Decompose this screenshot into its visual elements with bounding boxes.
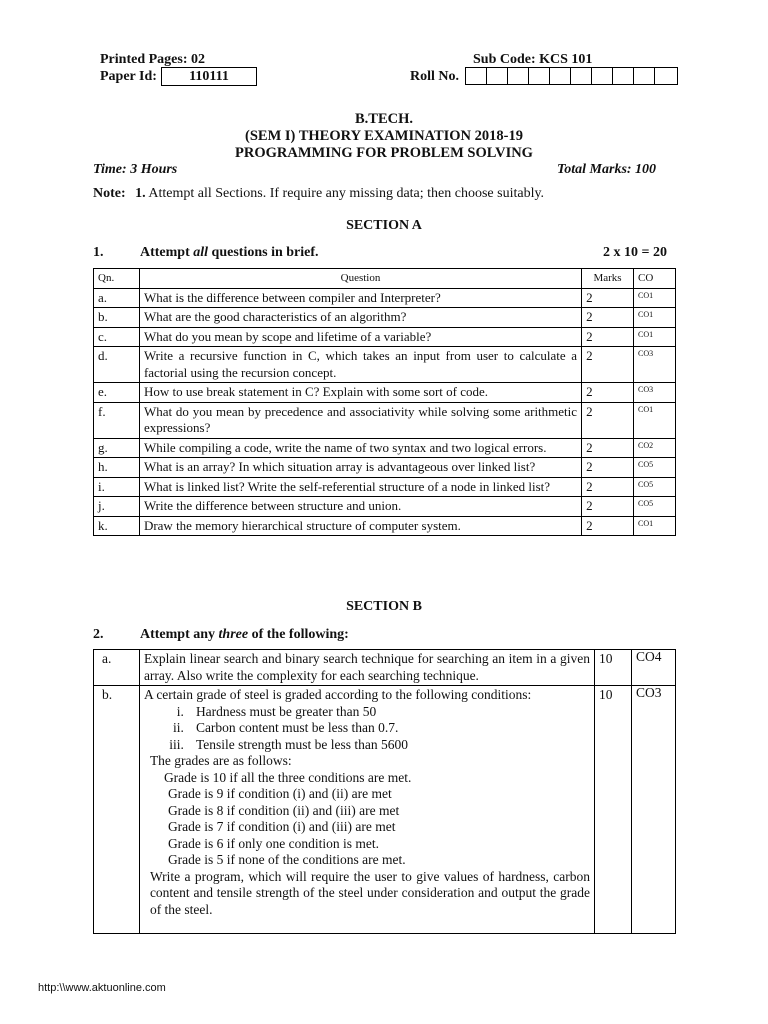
- title-line-1: B.TECH.: [354, 111, 413, 127]
- table-row: [94, 347, 676, 383]
- row-co: CO5: [634, 458, 676, 478]
- row-question: What is the difference between compiler and Interpreter?: [139, 288, 581, 308]
- row-question: Write the difference between structure and union.: [139, 497, 581, 517]
- row-co: CO1: [634, 402, 676, 438]
- row-co: CO3: [634, 347, 676, 383]
- row-question: What is linked list? Write the self-referential structure of a node in linked list?: [139, 477, 581, 497]
- table-row: [94, 438, 676, 458]
- row-marks: 2: [582, 383, 634, 403]
- row-co: CO5: [634, 477, 676, 497]
- section-b-title: SECTION B: [346, 599, 422, 614]
- row-qn: j.: [94, 497, 140, 517]
- row-question: [139, 686, 594, 934]
- row-qn: h.: [94, 458, 140, 478]
- row-co: CO1: [634, 308, 676, 328]
- section-b-table: [93, 649, 676, 934]
- col-header-qn: Qn.: [94, 269, 140, 289]
- row-question: What do you mean by precedence and associativity while solving some arithmetic expressions?: [139, 402, 581, 438]
- table-row: [94, 458, 676, 478]
- q1-number: 1.: [93, 245, 104, 260]
- table-row: [94, 327, 676, 347]
- col-header-question: Question: [139, 269, 581, 289]
- table-row: [94, 308, 676, 328]
- grade-line: Grade is 10 if all the three conditions are met.: [163, 769, 412, 785]
- row-question: How to use break statement in C? Explain with some sort of code.: [139, 383, 581, 403]
- grade-line: Grade is 8 if condition (ii) and (iii) are met: [167, 802, 400, 818]
- note-number: 1.: [135, 186, 146, 201]
- row-qn: k.: [94, 516, 140, 536]
- row-marks: 2: [582, 308, 634, 328]
- table-row: [94, 477, 676, 497]
- footer-url[interactable]: http:\\www.aktuonline.com: [38, 982, 166, 994]
- paper-id-label: Paper Id:: [100, 69, 157, 84]
- row-co: CO4: [632, 650, 676, 686]
- steel-intro: A certain grade of steel is graded according to the following conditions:: [143, 687, 532, 702]
- list-item: ii. Carbon content must be less than 0.7.: [173, 720, 399, 735]
- col-header-marks: Marks: [582, 269, 634, 289]
- row-qn: a.: [94, 288, 140, 308]
- row-marks: 2: [582, 458, 634, 478]
- row-question: What is an array? In which situation array is advantageous over linked list?: [139, 458, 581, 478]
- table-header-row: [94, 269, 676, 289]
- note-text: Attempt all Sections. If require any missing data; then choose suitably.: [148, 186, 545, 201]
- total-marks: Total Marks: 100: [557, 162, 657, 177]
- row-qn: a.: [94, 650, 140, 686]
- row-question: While compiling a code, write the name of two syntax and two logical errors.: [139, 438, 581, 458]
- row-question: Draw the memory hierarchical structure of computer system.: [139, 516, 581, 536]
- row-qn: b.: [94, 686, 140, 934]
- steel-closing: Write a program, which will require the user to give values of hardness, carbon content and tensile strength of the steel under consideration and output the grade of the steel.: [149, 868, 591, 917]
- row-co: CO2: [634, 438, 676, 458]
- list-item: i. Hardness must be greater than 50: [176, 703, 377, 719]
- row-marks: 2: [582, 516, 634, 536]
- row-question: Explain linear search and binary search technique for searching an item in a given array. Also write the complexity for each searching technique.: [139, 650, 594, 686]
- row-marks: 2: [582, 402, 634, 438]
- printed-pages: Printed Pages: 02: [100, 52, 205, 67]
- col-header-co: CO: [634, 269, 676, 289]
- row-co: CO5: [634, 497, 676, 517]
- table-row: [94, 497, 676, 517]
- time: Time: 3 Hours: [93, 162, 178, 177]
- row-co: CO3: [634, 383, 676, 403]
- row-co: CO1: [634, 516, 676, 536]
- roll-no-boxes[interactable]: [465, 67, 678, 85]
- grade-line: Grade is 6 if only one condition is met.: [167, 835, 380, 851]
- row-qn: f.: [94, 402, 140, 438]
- table-row: [94, 516, 676, 536]
- roll-no-label: Roll No.: [410, 69, 459, 84]
- section-a-title: SECTION A: [346, 218, 422, 233]
- list-item: iii. Tensile strength must be less than 5600: [169, 736, 408, 752]
- row-marks: 2: [582, 327, 634, 347]
- row-marks: 2: [582, 438, 634, 458]
- table-row: [94, 288, 676, 308]
- title-line-3: PROGRAMMING FOR PROBLEM SOLVING: [235, 145, 533, 161]
- q2-instruction: Attempt any three of the following:: [140, 627, 349, 642]
- row-co: CO1: [634, 327, 676, 347]
- conditions-list: [144, 704, 590, 754]
- q1-marks: 2 x 10 = 20: [603, 245, 667, 260]
- note: [93, 186, 544, 202]
- section-a-table: [93, 268, 676, 536]
- row-co: CO1: [634, 288, 676, 308]
- row-marks: 2: [582, 497, 634, 517]
- grades-intro: The grades are as follows:: [149, 753, 292, 768]
- grade-line: Grade is 7 if condition (i) and (iii) are met: [167, 819, 396, 834]
- title-line-2: (SEM I) THEORY EXAMINATION 2018-19: [245, 128, 523, 144]
- q2-number: 2.: [93, 627, 104, 642]
- row-marks: 10: [595, 650, 632, 686]
- row-marks: 10: [595, 686, 632, 934]
- paper-id-box: 110111: [161, 67, 257, 86]
- row-question: Write a recursive function in C, which takes an input from user to calculate a factorial using the recursion concept.: [139, 347, 581, 383]
- table-row: [94, 383, 676, 403]
- row-qn: d.: [94, 347, 140, 383]
- table-row: [94, 686, 676, 934]
- grade-line: Grade is 9 if condition (i) and (ii) are met: [167, 786, 392, 801]
- row-marks: 2: [582, 288, 634, 308]
- row-question: What do you mean by scope and lifetime of a variable?: [139, 327, 581, 347]
- sub-code: Sub Code: KCS 101: [473, 52, 593, 67]
- row-qn: i.: [94, 477, 140, 497]
- note-label: Note:: [93, 186, 126, 201]
- grade-line: Grade is 5 if none of the conditions are met.: [167, 852, 406, 867]
- row-qn: b.: [94, 308, 140, 328]
- row-marks: 2: [582, 477, 634, 497]
- table-row: [94, 402, 676, 438]
- row-qn: g.: [94, 438, 140, 458]
- table-row: [94, 650, 676, 686]
- row-qn: c.: [94, 327, 140, 347]
- row-co: CO3: [632, 686, 676, 934]
- row-marks: 2: [582, 347, 634, 383]
- row-qn: e.: [94, 383, 140, 403]
- q1-instruction: Attempt all questions in brief.: [140, 245, 319, 260]
- row-question: What are the good characteristics of an algorithm?: [139, 308, 581, 328]
